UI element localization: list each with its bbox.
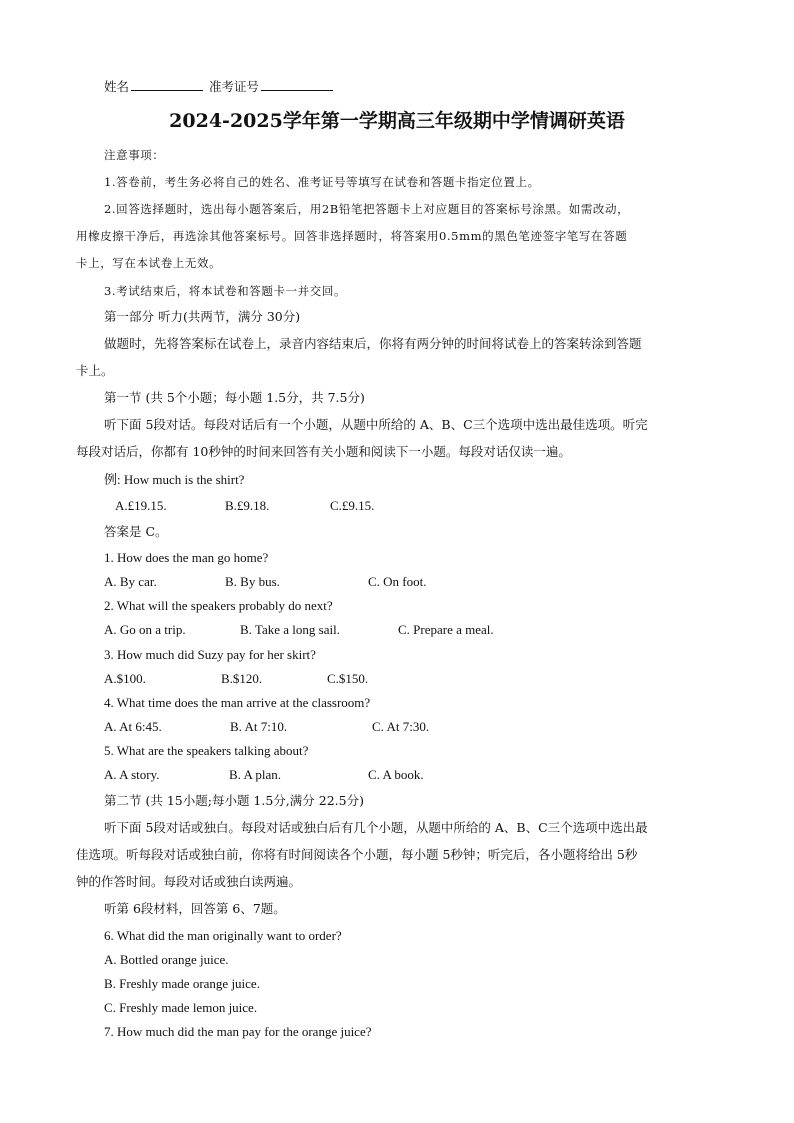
question-6: 6. What did the man originally want to order? <box>104 928 342 943</box>
notes-item-2-line-1: 2.回答选择题时，选出每小题答案后，用2B铅笔把答题卡上对应题目的答案标号涂黑。如需改动， <box>104 202 630 216</box>
section2-heading: 第二节 (共 15小题;每小题 1.5分,满分 22.5分) <box>104 793 364 808</box>
question-5-option-c: C. A book. <box>368 767 424 782</box>
candidate-info-line <box>104 78 335 95</box>
exam-id-blank <box>261 78 333 91</box>
question-2-option-b: B. Take a long sail. <box>240 622 340 637</box>
question-1: 1. How does the man go home? <box>104 550 269 565</box>
question-3-option-a: A.$100. <box>104 671 146 686</box>
section2-instructions-line-2: 佳选项。听每段对话或独白前，你将有时间阅读各个小题，每小题 5秒钟；听完后，各小题将给出 5秒 <box>76 847 638 862</box>
question-4-option-c: C. At 7:30. <box>372 719 430 734</box>
question-6-option-c: C. Freshly made lemon juice. <box>104 1000 258 1015</box>
notes-item-3: 3.考试结束后，将本试卷和答题卡一并交回。 <box>104 284 347 298</box>
part1-intro-line-2: 卡上。 <box>76 363 114 378</box>
question-1-option-c: C. On foot. <box>368 574 427 589</box>
question-3: 3. How much did Suzy pay for her skirt? <box>104 647 316 662</box>
question-6-option-b: B. Freshly made orange juice. <box>104 976 260 991</box>
example-option-a: A.£19.15. <box>115 498 167 513</box>
question-4-option-a: A. At 6:45. <box>104 719 162 734</box>
question-5-option-a: A. A story. <box>104 767 160 782</box>
question-2: 2. What will the speakers probably do next? <box>104 598 333 613</box>
section2-instructions-line-3: 钟的作答时间。每段对话或独白读两遍。 <box>76 874 302 889</box>
section1-instructions-line-2: 每段对话后，你都有 10秒钟的时间来回答有关小题和阅读下一小题。每段对话仅读一遍。 <box>76 444 571 459</box>
question-1-option-b: B. By bus. <box>225 574 280 589</box>
notes-heading: 注意事项： <box>104 148 165 162</box>
notes-item-2-line-3: 卡上，写在本试卷上无效。 <box>76 256 222 270</box>
question-5-option-b: B. A plan. <box>229 767 282 782</box>
question-6-option-a: A. Bottled orange juice. <box>104 952 229 967</box>
example-answer: 答案是 C。 <box>104 524 168 539</box>
question-4-option-b: B. At 7:10. <box>230 719 288 734</box>
question-2-option-c: C. Prepare a meal. <box>398 622 494 637</box>
material-6-heading: 听第 6段材料，回答第 6、7题。 <box>104 901 286 916</box>
example-option-b: B.£9.18. <box>225 498 270 513</box>
example-question: 例: How much is the shirt? <box>104 472 245 487</box>
section1-instructions-line-1: 听下面 5段对话。每段对话后有一个小题，从题中所给的 A、B、C三个选项中选出最佳选项。听完 <box>104 417 648 432</box>
part1-heading: 第一部分 听力(共两节，满分 30分) <box>104 309 301 324</box>
question-4: 4. What time does the man arrive at the classroom? <box>104 695 371 710</box>
notes-item-1: 1.答卷前，考生务必将自己的姓名、准考证号等填写在试卷和答题卡指定位置上。 <box>104 175 540 189</box>
question-1-option-a: A. By car. <box>104 574 157 589</box>
question-3-option-c: C.$150. <box>327 671 369 686</box>
question-5: 5. What are the speakers talking about? <box>104 743 309 758</box>
section1-heading: 第一节 (共 5个小题；每小题 1.5分，共 7.5分) <box>104 390 365 405</box>
question-7: 7. How much did the man pay for the orange juice? <box>104 1024 372 1039</box>
exam-title: 2024-2025学年第一学期高三年级期中学情调研英语 <box>169 110 625 132</box>
notes-item-2-line-2: 用橡皮擦干净后，再选涂其他答案标号。回答非选择题时，将答案用0.5mm的黑色笔迹签字笔写在答题 <box>76 229 628 243</box>
section2-instructions-line-1: 听下面 5段对话或独白。每段对话或独白后有几个小题，从题中所给的 A、B、C三个选项中选出最 <box>104 820 648 835</box>
name-label: 姓名 <box>104 79 130 94</box>
question-3-option-b: B.$120. <box>221 671 263 686</box>
example-option-c: C.£9.15. <box>330 498 375 513</box>
part1-intro-line-1: 做题时，先将答案标在试卷上，录音内容结束后，你将有两分钟的时间将试卷上的答案转涂到答题 <box>104 336 642 351</box>
question-2-option-a: A. Go on a trip. <box>104 622 186 637</box>
name-blank <box>131 78 203 91</box>
exam-id-label: 准考证号 <box>209 79 260 94</box>
